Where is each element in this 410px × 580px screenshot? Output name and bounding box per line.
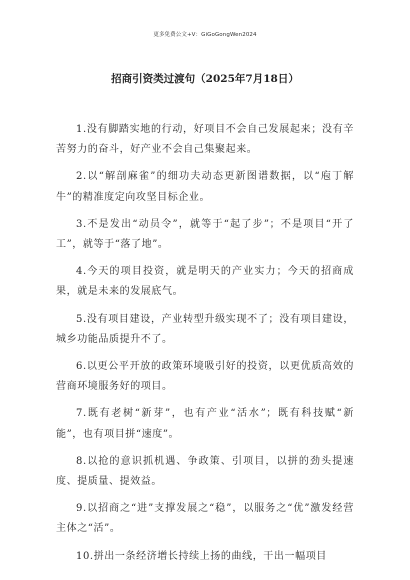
- paragraph-5: 5.没有项目建设，产业转型升级实现不了；没有项目建设，城乡功能品质提升不了。: [56, 313, 354, 345]
- paragraph-1: 1.没有脚踏实地的行动，好项目不会自己发展起来；没有辛苦努力的奋斗，好产业不会自己集聚起来。: [56, 124, 354, 156]
- paragraph-9: 9.以招商之“进”支撑发展之“稳”，以服务之“优”激发经营主体之“活”。: [56, 503, 354, 535]
- paragraph-7: 7.既有老树“新芽”，也有产业“活水”；既有科技赋“新能”，也有项目拼“速度”。: [56, 408, 354, 440]
- document-title: 招商引资类过渡句（2025年7月18日）: [111, 73, 299, 85]
- document-body: [56, 120, 354, 574]
- paragraph-6: 6.以更公平开放的政策环境吸引好的投资，以更优质高效的营商环境服务好的项目。: [56, 361, 354, 393]
- header-note: 更多免费公文+V：GiGoGongWen2024: [153, 32, 257, 38]
- paragraph-10: 10.拼出一条经济增长持续上扬的曲线，干出一幅项目: [76, 550, 327, 562]
- paragraph-4: 4.今天的项目投资，就是明天的产业实力；今天的招商成果，就是未来的发展底气。: [56, 266, 354, 298]
- paragraph-8: 8.以抢的意识抓机遇、争政策、引项目，以拼的劲头提速度、提质量、提效益。: [56, 455, 354, 488]
- paragraph-2: 2.以“解剖麻雀”的细功夫动态更新图谱数据，以“庖丁解牛”的精准度定向攻坚目标企业。: [56, 171, 354, 203]
- paragraph-3: 3.不是发出“动员令”，就等于“起了步”；不是项目“开了工”，就等于“落了地”。: [56, 218, 354, 251]
